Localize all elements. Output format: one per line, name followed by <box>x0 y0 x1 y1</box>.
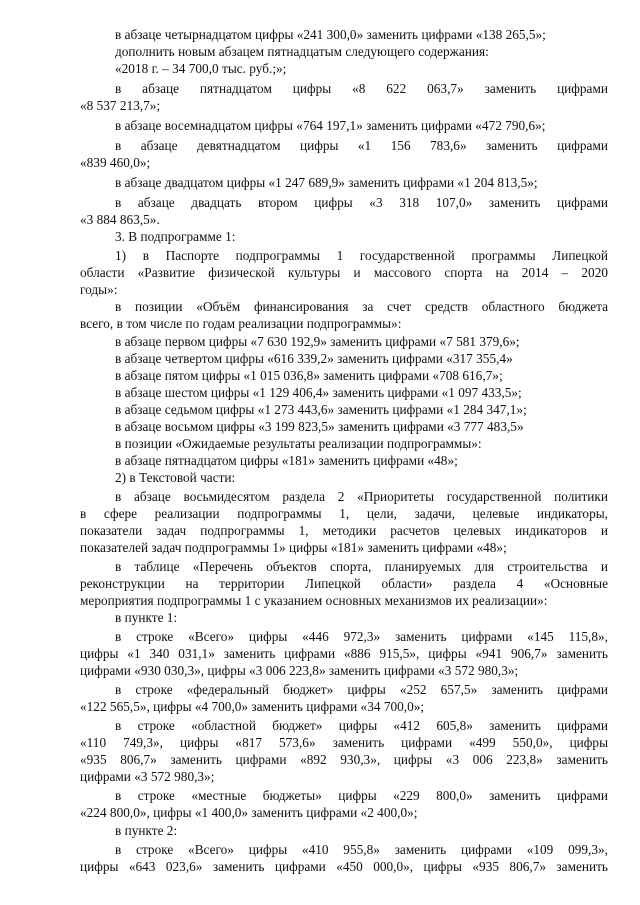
text-line: в строке «Всего» цифры «410 955,8» заменить цифрами «109 099,3», <box>115 842 608 857</box>
text-line: «2018 г. – 34 700,0 тыс. руб.;»; <box>115 61 287 76</box>
text-line: в абзаце восьмом цифры «3 199 823,5» заменить цифрами «3 777 483,5» <box>115 419 524 434</box>
text-line: в пункте 2: <box>115 823 178 838</box>
text-line: реконструкции на территории Липецкой области» раздела 4 «Основные <box>80 576 608 591</box>
text-line: «122 565,5», цифры «4 700,0» заменить цифрами «34 700,0»; <box>80 699 425 714</box>
text-line: «935 806,7» заменить цифрами «892 930,3», цифры «3 006 223,8» заменить <box>80 752 608 767</box>
text-line: «839 460,0»; <box>80 155 151 170</box>
text-line: в позиции «Ожидаемые результаты реализации подпрограммы»: <box>115 436 482 451</box>
text-line: цифры «643 023,6» заменить цифрами «450 000,0», цифры «935 806,7» заменить <box>80 859 608 874</box>
text-line: в сфере реализации подпрограммы 1, цели, задачи, целевые индикаторы, <box>80 506 608 521</box>
text-line: области «Развитие физической культуры и массового спорта на 2014 – 2020 <box>80 265 608 280</box>
text-line: в абзаце двадцать втором цифры «3 318 107,0» заменить цифрами <box>115 195 608 210</box>
text-line: показателей задач подпрограммы 1» цифры «181» заменить цифрами «48»; <box>80 540 507 555</box>
text-line: в строке «Всего» цифры «446 972,3» заменить цифрами «145 115,8», <box>115 629 608 644</box>
text-line: годы»: <box>80 282 118 297</box>
text-line: цифрами «3 572 980,3»; <box>80 769 215 784</box>
text-line: в абзаце двадцатом цифры «1 247 689,9» заменить цифрами «1 204 813,5»; <box>115 175 538 190</box>
text-line: «224 800,0», цифры «1 400,0» заменить цифрами «2 400,0»; <box>80 805 418 820</box>
text-line: в абзаце пятом цифры «1 015 036,8» заменить цифрами «708 616,7»; <box>115 368 503 383</box>
text-line: «8 537 213,7»; <box>80 98 161 113</box>
text-line: «110 749,3», цифры «817 573,6» заменить цифрами «499 550,0», цифры <box>80 735 608 750</box>
text-line: в абзаце первом цифры «7 630 192,9» заменить цифрами «7 581 379,6»; <box>115 334 520 349</box>
text-line: в строке «местные бюджеты» цифры «229 800,0» заменить цифрами <box>115 788 608 803</box>
text-line: 1) в Паспорте подпрограммы 1 государственной программы Липецкой <box>115 248 608 263</box>
text-line: в таблице «Перечень объектов спорта, планируемых для строительства и <box>115 559 608 574</box>
text-line: в пункте 1: <box>115 610 178 625</box>
text-line: в абзаце седьмом цифры «1 273 443,6» заменить цифрами «1 284 347,1»; <box>115 402 527 417</box>
text-line: «3 884 863,5». <box>80 212 160 227</box>
section-heading: 3. В подпрограмме 1: <box>115 229 236 244</box>
text-line: цифрами «930 030,3», цифры «3 006 223,8» заменить цифрами «3 572 980,3»; <box>80 663 519 678</box>
text-line: в абзаце пятнадцатом цифры «181» заменить цифрами «48»; <box>115 453 458 468</box>
text-line: в абзаце четырнадцатом цифры «241 300,0» заменить цифрами «138 265,5»; <box>115 27 546 42</box>
text-line: всего, в том числе по годам реализации подпрограммы»: <box>80 316 402 331</box>
text-line: в позиции «Объём финансирования за счет средств областного бюджета <box>115 299 608 314</box>
text-line: в абзаце четвертом цифры «616 339,2» заменить цифрами «317 355,4» <box>115 351 513 366</box>
text-line: показатели задач подпрограммы 1, методики расчетов целевых индикаторов и <box>80 523 608 538</box>
text-line: в абзаце восемнадцатом цифры «764 197,1» заменить цифрами «472 790,6»; <box>115 118 546 133</box>
text-line: в строке «областной бюджет» цифры «412 605,8» заменить цифрами <box>115 718 608 733</box>
text-line: в абзаце восьмидесятом раздела 2 «Приоритеты государственной политики <box>115 489 608 504</box>
text-line: мероприятия подпрограммы 1 с указанием основных механизмов их реализации»: <box>80 593 548 608</box>
text-line: в абзаце шестом цифры «1 129 406,4» заменить цифрами «1 097 433,5»; <box>115 385 522 400</box>
text-line: в абзаце пятнадцатом цифры «8 622 063,7» заменить цифрами <box>115 81 608 96</box>
text-line: цифры «1 340 031,1» заменить цифрами «886 915,5», цифры «941 906,7» заменить <box>80 646 608 661</box>
section-heading: 2) в Текстовой части: <box>115 470 236 485</box>
text-line: дополнить новым абзацем пятнадцатым следующего содержания: <box>115 44 489 59</box>
text-line: в строке «федеральный бюджет» цифры «252 657,5» заменить цифрами <box>115 682 608 697</box>
text-line: в абзаце девятнадцатом цифры «1 156 783,6» заменить цифрами <box>115 138 608 153</box>
